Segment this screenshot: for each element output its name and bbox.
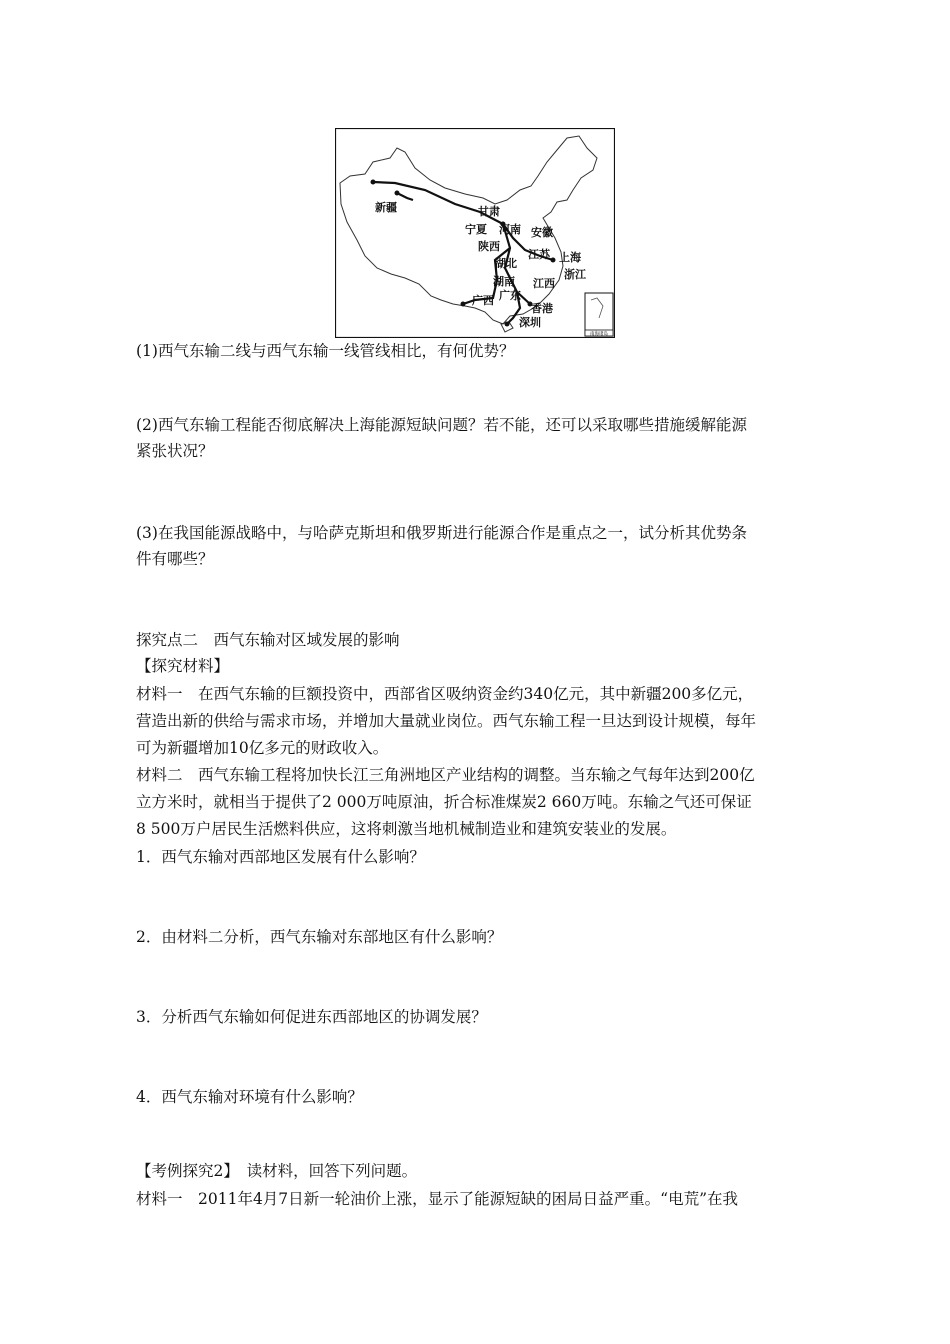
label-zhejiang: 浙江: [564, 268, 586, 281]
label-jiangxi: 江西: [533, 277, 555, 290]
material-2-line-2: 立方米时，就相当于提供了2 000万吨原油，折合标准煤炭2 660万吨。东输之气还可保证: [136, 793, 752, 811]
label-gansu: 甘肃: [478, 205, 500, 218]
question-2-line-2: 紧张状况？: [136, 442, 214, 460]
question-2-line-1: (2)西气东输工程能否彻底解决上海能源短缺问题？若不能，还可以采取哪些措施缓解能源: [136, 416, 747, 434]
example-material-1-line-1: 材料一 2011年4月7日新一轮油价上涨，显示了能源短缺的困局日益严重。“电荒”在我: [136, 1190, 739, 1208]
label-ningxia: 宁夏: [465, 223, 487, 236]
material-1-line-1: 材料一 在西气东输的巨额投资中，西部省区吸纳资金约340亿元，其中新疆200多亿元，: [136, 685, 754, 703]
label-henan: 河南: [499, 223, 521, 236]
label-anhui: 安徽: [531, 226, 553, 239]
material-1-line-3: 可为新疆增加10亿多元的财政收入。: [136, 739, 389, 757]
label-shenzhen: 深圳: [519, 316, 541, 329]
label-jiangsu: 江苏: [528, 248, 550, 261]
material-1-line-2: 营造出新的供给与需求市场，并增加大量就业岗位。西气东输工程一旦达到设计规模，每年: [136, 712, 757, 730]
question-3-line-1: (3)在我国能源战略中，与哈萨克斯坦和俄罗斯进行能源合作是重点之一，试分析其优势条: [136, 524, 747, 542]
question-1: (1)西气东输二线与西气东输一线管线相比，有何优势？: [136, 342, 515, 360]
label-xinjiang: 新疆: [375, 201, 397, 214]
section-heading: 探究点二 西气东输对区域发展的影响: [136, 631, 400, 649]
label-hunan: 湖南: [493, 275, 515, 288]
label-hongkong: 香港: [531, 302, 553, 315]
question-3-line-2: 件有哪些？: [136, 550, 214, 568]
pipeline-map: [335, 128, 615, 338]
material-2-line-1: 材料二 西气东输工程将加快长江三角洲地区产业结构的调整。当东输之气每年达到200亿: [136, 766, 755, 784]
label-hubei: 湖北: [495, 257, 517, 270]
item-3: 3．分析西气东输如何促进东西部地区的协调发展？: [136, 1008, 487, 1026]
item-1: 1．西气东输对西部地区发展有什么影响？: [136, 848, 425, 866]
example-title: 【考例探究2】 读材料，回答下列问题。: [136, 1162, 418, 1180]
label-shaanxi: 陕西: [478, 240, 500, 253]
label-shanghai: 上海: [559, 251, 581, 264]
item-4: 4．西气东输对环境有什么影响？: [136, 1088, 363, 1106]
inset-label: 南海诸岛: [590, 332, 608, 337]
label-guangxi: 广西: [472, 294, 494, 307]
material-2-line-3: 8 500万户居民生活燃料供应，这将刺激当地机械制造业和建筑安装业的发展。: [136, 820, 677, 838]
item-2: 2．由材料二分析，西气东输对东部地区有什么影响？: [136, 928, 503, 946]
materials-label: 【探究材料】: [136, 657, 230, 675]
label-guangdong: 广东: [499, 289, 521, 302]
inset-box: [585, 293, 613, 337]
